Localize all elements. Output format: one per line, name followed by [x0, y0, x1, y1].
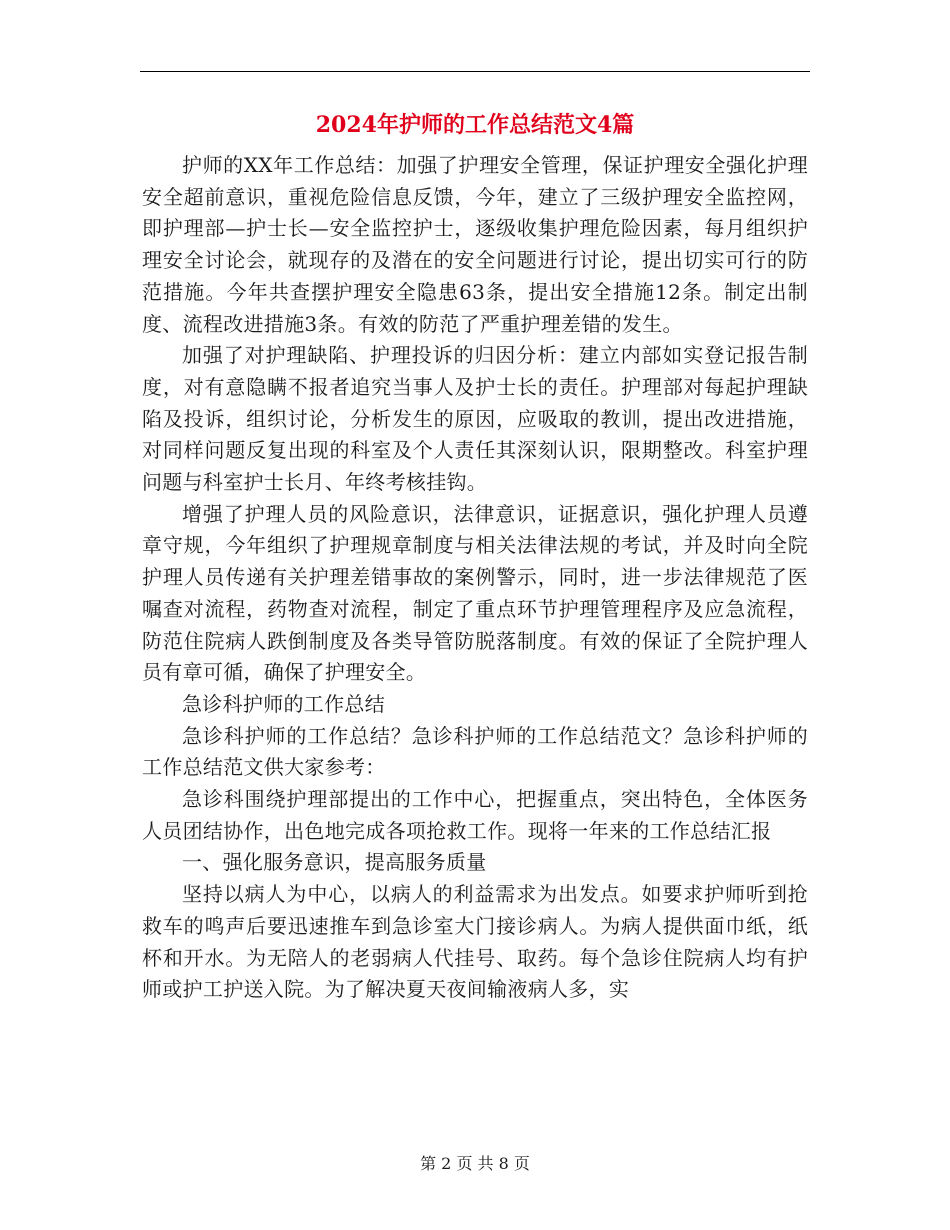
section-heading: 急诊科护师的工作总结	[182, 691, 385, 716]
page-footer	[0, 1154, 950, 1174]
paragraph: 坚持以病人为中心，以病人的利益需求为出发点。如要求护师听到抢救车的鸣声后要迅速推车到急诊室大门接诊病人。为病人提供面巾纸，纸杯和开水。为无陪人的老弱病人代挂号、取药。每个急诊住院病人均有护师或护工护送入院。为了解决夏天夜间输液病人多，实	[142, 882, 808, 1002]
paragraph: 急诊科围绕护理部提出的工作中心，把握重点，突出特色，全体医务人员团结协作，出色地完成各项抢救工作。现将一年来的工作总结汇报	[142, 787, 808, 843]
header-rule	[140, 71, 810, 72]
paragraph: 增强了护理人员的风险意识，法律意识，证据意识，强化护理人员遵章守规，今年组织了护理规章制度与相关法律法规的考试，并及时向全院护理人员传递有关护理差错事故的案例警示，同时，进一步法律规范了医嘱查对流程，药物查对流程，制定了重点环节护理管理程序及应急流程，防范住院病人跌倒制度及各类导管防脱落制度。有效的保证了全院护理人员有章可循，确保了护理安全。	[142, 501, 808, 685]
page-number: 2	[441, 1154, 452, 1173]
subsection-heading: 一、强化服务意识，提高服务质量	[182, 850, 487, 875]
footer-middle: 页 共	[456, 1154, 494, 1173]
footer-prefix: 第	[420, 1154, 437, 1173]
footer-suffix: 页	[513, 1154, 530, 1173]
document-title: 2024年护师的工作总结范文4篇	[315, 112, 635, 138]
paragraph: 护师的XX年工作总结：加强了护理安全管理，保证护理安全强化护理安全超前意识，重视危险信息反馈，今年，建立了三级护理安全监控网，即护理部—护士长—安全监控护士，逐级收集护理危险因素，每月组织护理安全讨论会，就现存的及潜在的安全问题进行讨论，提出切实可行的防范措施。今年共查摆护理安全隐患63条，提出安全措施12条。制定出制度、流程改进措施3条。有效的防范了严重护理差错的发生。	[142, 153, 808, 336]
total-pages: 8	[498, 1154, 509, 1173]
paragraph: 急诊科护师的工作总结？急诊科护师的工作总结范文？急诊科护师的工作总结范文供大家参考：	[142, 723, 808, 780]
paragraph: 加强了对护理缺陷、护理投诉的归因分析：建立内部如实登记报告制度，对有意隐瞒不报者追究当事人及护士长的责任。护理部对每起护理缺陷及投诉，组织讨论，分析发生的原因，应吸取的教训，提出改进措施，对同样问题反复出现的科室及个人责任其深刻认识，限期整改。科室护理问题与科室护士长月、年终考核挂钩。	[142, 343, 808, 495]
document-body	[142, 150, 808, 1006]
